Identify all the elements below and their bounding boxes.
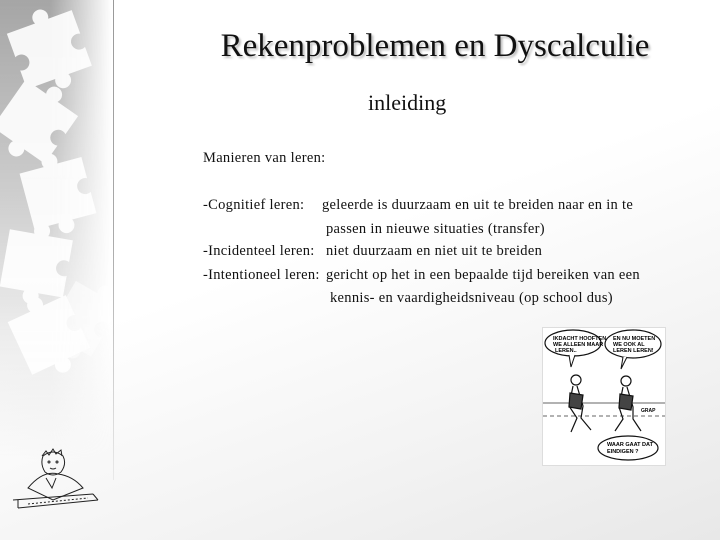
item-incidenteel-desc: niet duurzaam en niet uit te breiden (326, 243, 543, 259)
item-intentioneel-desc-2: kennis- en vaardigheidsniveau (op school dus) (330, 290, 613, 306)
svg-text:WE ALLEEN MAAR: WE ALLEEN MAAR (553, 342, 604, 348)
svg-text:LEREN LEREN!: LEREN LEREN! (613, 348, 654, 354)
item-intentioneel-desc-1: gericht op het in een bepaalde tijd bereiken van een (326, 267, 640, 283)
item-intentioneel-term: -Intentioneel leren: (203, 267, 320, 283)
cartoon-image (542, 327, 666, 466)
svg-text:LEREN..: LEREN.. (555, 348, 577, 354)
thinking-student-drawing (8, 448, 103, 523)
item-incidenteel-term: -Incidenteel leren: (203, 243, 315, 259)
item-cognitief-desc-2: passen in nieuwe situaties (transfer) (326, 221, 545, 237)
svg-text:WE OOK AL: WE OOK AL (613, 342, 645, 348)
svg-text:WAAR GAAT DAT: WAAR GAAT DAT (607, 442, 653, 448)
slide-subtitle: inleiding (368, 90, 447, 115)
svg-text:EINDIGEN ?: EINDIGEN ? (607, 449, 639, 455)
divider-line (113, 0, 114, 480)
svg-text:IKDACHT HOOFTEN: IKDACHT HOOFTEN (553, 336, 607, 342)
cartoon-drawing-icon (543, 328, 665, 465)
puzzle-pieces-icon (0, 0, 112, 440)
svg-text:GRAP: GRAP (641, 408, 656, 414)
intro-text: Manieren van leren: (203, 150, 326, 166)
thinking-student-icon (8, 448, 103, 523)
item-cognitief-term: -Cognitief leren: (203, 197, 305, 213)
slide-title: Rekenproblemen en Dyscalculie (220, 28, 650, 64)
svg-text:EN NU MOETEN: EN NU MOETEN (613, 336, 656, 342)
item-cognitief-desc-1: geleerde is duurzaam en uit te breiden naar en in te (322, 197, 634, 213)
